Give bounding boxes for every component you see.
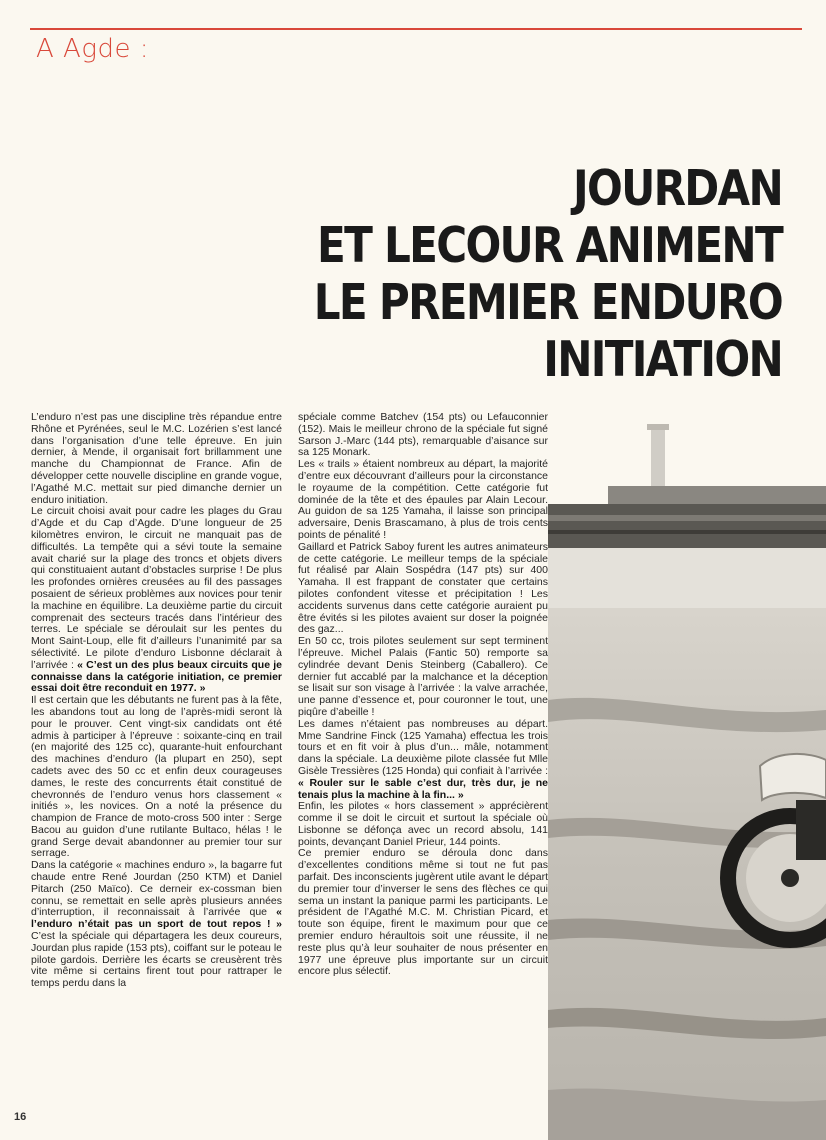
article-column-1 <box>31 412 282 990</box>
header-rule <box>30 28 802 30</box>
page-number: 16 <box>14 1111 27 1123</box>
paragraph: Gaillard et Patrick Saboy furent les autres animateurs de cette catégorie. Le meilleur temps de la spéciale fut réalisé par Alain Sospédra (147 pts) sur 400 Yamaha. Il est frappant de constater que certains pilotes confondent vitesse et précipitation ! Les accidents survenus dans cette catégorie auraient pu être évités si les pilotes avaient sur doser la poignée des gaz... <box>298 540 548 636</box>
quote: « Rouler sur le sable c’est dur, très dur, je ne tenais plus la machine à la fin... » <box>298 776 548 801</box>
paragraph: Enfin, les pilotes « hors classement » apprécièrent comme il se doit le circuit et surtout la spéciale où Lisbonne se défonça avec un record absolu, 141 points, devançant Daniel Prieur, 144 points. <box>298 800 548 848</box>
paragraph: Ce premier enduro se déroula donc dans d’excellentes conditions même si tout ne fut pas parfait. Des inconscients jugèrent utile avant le départ du premier tour d’inverser le sens des flèches ce qui sema un instant la panique parmi les participants. Le président de l’Agathé M.C. M. Christian Picard, et toute son équipe, firent le maximum pour que ce premier enduro héraultois soit une réussite, il ne reste plus qu’à leur souhaiter de nous présenter en 1977 une épreuve plus importante sur un circuit encore plus sélectif. <box>298 847 548 978</box>
headline-line-3: LE PREMIER ENDURO <box>313 274 782 331</box>
article-column-2 <box>298 412 548 978</box>
paragraph: Les « trails » étaient nombreux au départ, la majorité d’entre eux découvrant d’ailleurs pour la circonstance le royaume de la compétition. Cette catégorie fut dominée de la tête et des épaules par Alain Lecour. Au guidon de sa 125 Yamaha, il laisse son principal adversaire, Denis Brascamano, à plus de trois cents points de pénalité ! <box>298 458 548 541</box>
paragraph: spéciale comme Batchev (154 pts) ou Lefauconnier (152). Mais le meilleur chrono de la spéciale fut signé Sarson J.-Marc (144 pts), remarquable d’aisance sur sa 125 Monark. <box>298 411 548 459</box>
paragraph: Dans la catégorie « machines enduro », la bagarre fut chaude entre René Jourdan (250 KTM) et Daniel Pitarch (250 Maïco). Ce derneir ex-cossman bien connu, se remettait en selle après plusieurs années d’interruption, il reconnaissait à l’arrivée que « l’enduro n’était pas un sport de tout repos ! » C’est la spéciale qui départagera les deux coureurs, Jourdan plus rapide (153 pts), coiffant sur le poteau le pilote gardois. Derrière les écarts se creusèrent très vite même si certains firent tout pour rattraper le temps perdu dans la <box>31 859 282 990</box>
paragraph: Le circuit choisi avait pour cadre les plages du Grau d’Agde et du Cap d’Agde. D’une longueur de 25 kilomètres environ, le circuit ne manquait pas de difficultés. La tempête qui a sévi toute la semaine avait charié sur la plage des troncs et objets divers qui constituaient autant d’obstacles surprise ! De plus les profondes ornières creusées au fil des passages posaient de sérieux problèmes aux novices pour tenir la machine en équilibre. La deuxième partie du circuit comprenait des secteurs tracés dans l’intérieur des terres. Le spéciale se déroulait sur les pentes du Mont Saint-Loup, elle fit d’ailleurs l’unanimité par sa sélectivité. Le pilote d’enduro Lisbonne déclarait à l’arrivée : « C’est un des plus beaux circuits que je connaisse dans la catégorie initiation, ce premier essai doit être reconduit en 1977. » <box>31 505 283 695</box>
section-kicker: A Agde : <box>36 34 149 64</box>
headline <box>300 160 782 388</box>
quote: « C’est un des plus beaux circuits que je connaisse dans la catégorie initiation, ce premier essai doit être reconduit en 1977. » <box>31 658 283 695</box>
paragraph: Il est certain que les débutants ne furent pas à la fête, les abandons tout au long de l’après-midi seront là pour le prouver. Cent vingt-six candidats ont été admis à participer à l’épreuve : soixante-cinq en trail (en majorité des 125 cc), quarante-huit enfourchant des machines d’enduro (la plupart en 250), sept cadets avec des 50 cc et enfin deux courageuses dames, le reste des concurrents était constitué de chevronnés de l’enduro venus hors classement « initiés », les novices. On a noté la présence du champion de France de moto-cross 500 inter : Serge Bacou au guidon d’une rutilante Bultaco, hélas ! le grand Serge devait abandonner au premier tour sur serrage. <box>31 694 282 860</box>
paragraph: Les dames n’étaient pas nombreuses au départ. Mme Sandrine Finck (125 Yamaha) effectua les trois tours et en fit voir à plus d’un... mâle, notamment dans la spéciale. La deuxième pilote classée fut Mlle Gisèle Tressières (125 Honda) qui confiait à l’arrivée : « Rouler sur le sable c’est dur, très dur, je ne tenais plus la machine à la fin... » <box>298 717 548 801</box>
headline-line-4: INITIATION <box>543 331 782 388</box>
quote: « l’enduro n’était pas un sport de tout repos ! » <box>31 906 282 931</box>
headline-line-1: JOURDAN <box>573 160 782 217</box>
paragraph: En 50 cc, trois pilotes seulement sur sept terminent l’épreuve. Michel Palais (Fantic 50) remporte sa cylindrée devant Denis Steinberg (Caballero). Ce dernier fut accablé par la malchance et la déception se lisait sur son visage à l’arrivée : la valve arrachée, une panne d’essence et, pour couronner le tout, une piqûre d’abeille ! <box>298 635 548 718</box>
beach-photo <box>548 400 826 1140</box>
paragraph: L’enduro n’est pas une discipline très répandue entre Rhône et Pyrénées, seul le M.C. Lozérien s’est lancé dans l’organisation d’une telle épreuve. En juin dernier, à Mende, il organisait fort brillamment une manche du Championnat de France. Afin de développer cette nouvelle discipline en grande vogue, l’Agathé M.C. mettait sur pied dimanche dernier un enduro initiation. <box>31 411 282 506</box>
headline-line-2: ET LECOUR ANIMENT <box>317 217 782 274</box>
